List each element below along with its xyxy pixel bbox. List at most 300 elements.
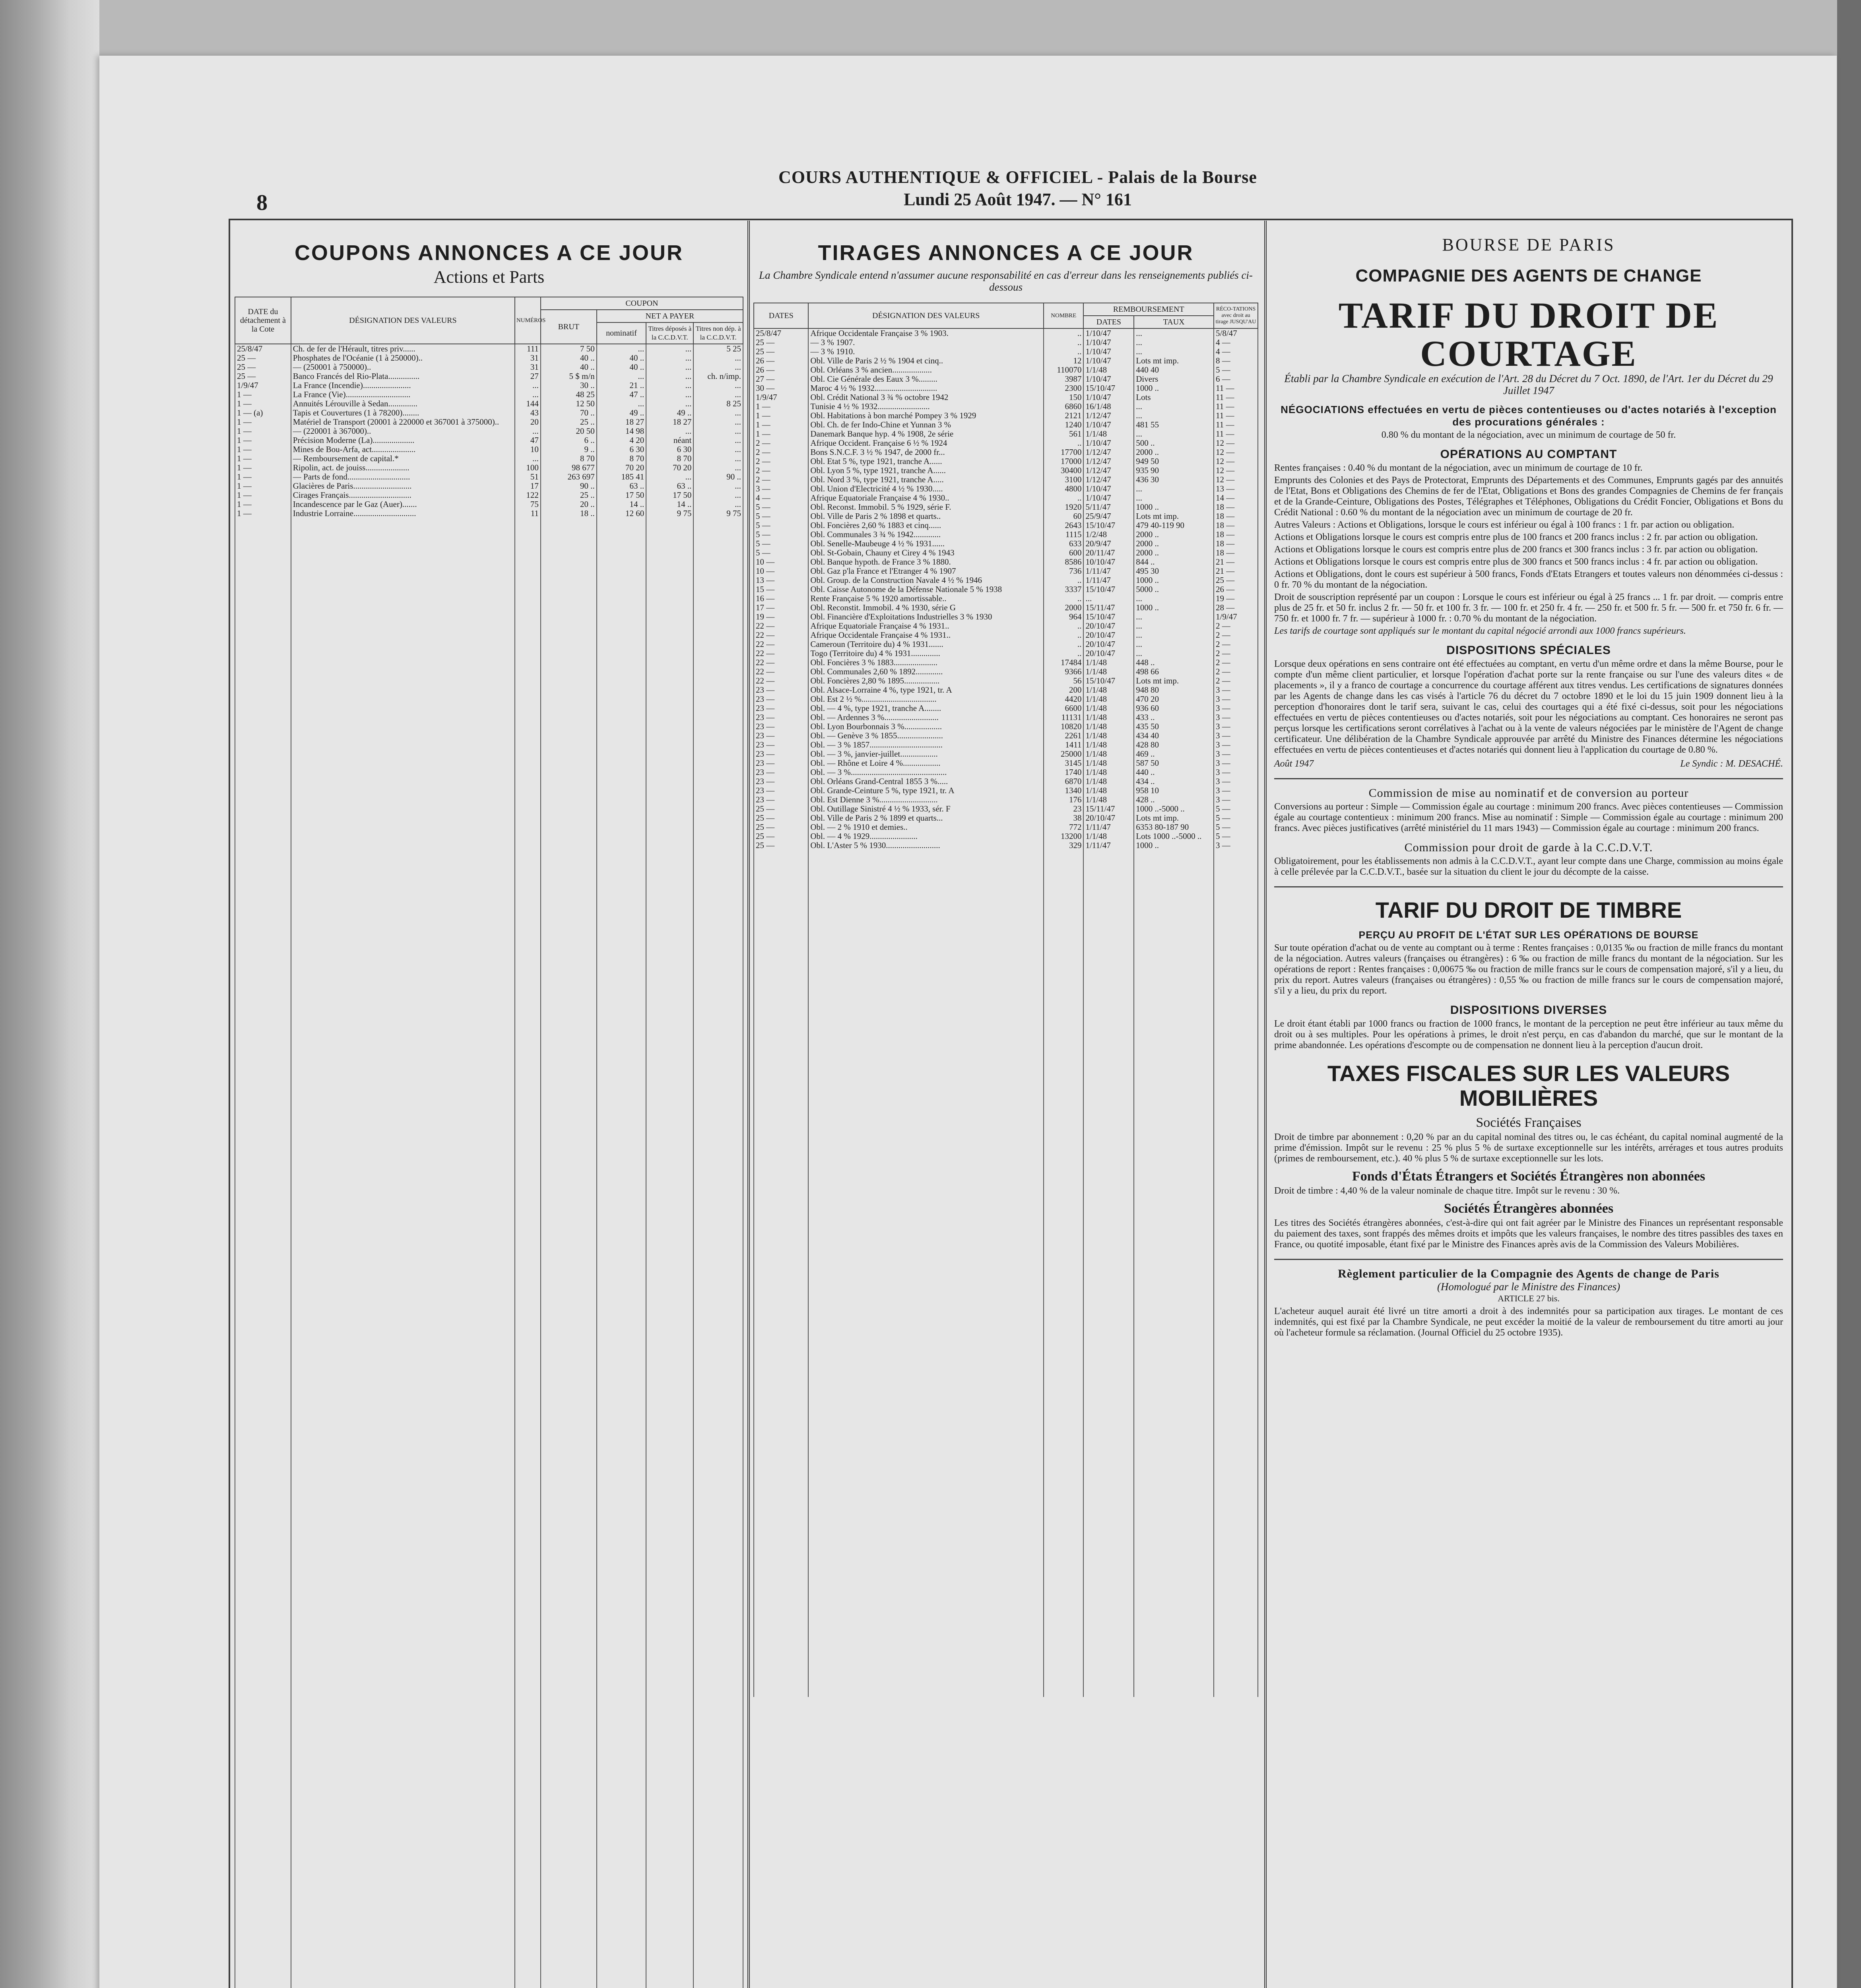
cell-reco: 1/9/47 [1214,612,1258,621]
cell-taux: Lots mt imp. [1134,356,1214,365]
cell-num: 31 [515,353,541,363]
cell-nb: 17000 [1044,457,1083,466]
cell-date: 1/9/47 [235,381,291,390]
cell-taux: ... [1134,594,1214,603]
tarif-column [1270,223,1787,1988]
souscription-text: Droit de souscription représenté par un coupon : Lorsque le cours est inférieur ou égal à 25 francs ... 1 fr. par droit. — compris entre plus de 25 fr. et 50 fr. inclus 2 fr. — 50 fr. et 100 fr. 3 fr. — 100 fr. et 250 fr. 4 fr. — 250 fr. et 500 fr. 5 fr. — 500 fr. et 750 fr. 6 fr. — 750 fr. et 1000 fr. 7 fr. — supérieur à 1000 fr. : 0.70 % du montant de la négociation. [1274,592,1783,624]
cell-name: Obl. Est Dienne 3 %............................ [808,795,1044,804]
cell-rdate: 20/10/47 [1083,640,1134,649]
cell-reco: 18 — [1214,503,1258,512]
cell-rdate: 1/10/47 [1083,484,1134,493]
cell-dep: 9 75 [646,509,693,518]
cell-rdate: 20/10/47 [1083,813,1134,823]
cell-reco: 3 — [1214,777,1258,786]
cell-name: Industrie Lorraine.............................. [291,509,515,518]
cell-date: 2 — [754,475,808,484]
cell-name: Obl. Banque hypoth. de France 3 % 1880. [808,557,1044,567]
cell-date: 5 — [754,503,808,512]
cell-nb: 10820 [1044,722,1083,731]
cell-date: 5 — [754,530,808,539]
cell-date: 1 — [754,402,808,411]
cell-reco: 11 — [1214,429,1258,439]
cell-nom: 40 .. [597,363,646,372]
cell-rdate: 1/12/47 [1083,448,1134,457]
cell-name: Togo (Territoire du) 4 % 1931.............. [808,649,1044,658]
cell-nb: .. [1044,621,1083,631]
cell-reco: 13 — [1214,484,1258,493]
cell-taux: Lots mt imp. [1134,512,1214,521]
cell-reco: 28 — [1214,603,1258,612]
cell-nondep: ... [693,363,743,372]
cell-date: 1 — [235,500,291,509]
cell-date: 1 — [235,454,291,463]
cell-nb: 23 [1044,804,1083,813]
cell-rdate: 1/10/47 [1083,393,1134,402]
cell-name: Obl. Group. de la Construction Navale 4 ½ % 1946 [808,576,1044,585]
cell-taux: 434 40 [1134,731,1214,740]
cell-taux: ... [1134,402,1214,411]
col-coupon: COUPON [541,297,743,310]
cell-reco: 11 — [1214,393,1258,402]
cell-nb: 25000 [1044,749,1083,759]
table-row [754,594,1258,603]
cell-nb: 6870 [1044,777,1083,786]
comptant-line: Actions et Obligations lorsque le cours est compris entre plus de 200 francs et 300 francs inclus : 3 fr. par action ou obligation. [1274,544,1758,555]
table-row [235,399,743,408]
cell-num: 27 [515,372,541,381]
cell-taux: ... [1134,347,1214,356]
cell-brut: 8 70 [541,454,597,463]
cell-nondep: ... [693,491,743,500]
cell-date: 1 — [235,472,291,481]
cell-name: Afrique Occidentale Française 3 % 1903. [808,328,1044,338]
cell-nom: 14 .. [597,500,646,509]
cell-date: 16 — [754,594,808,603]
cell-reco: 3 — [1214,759,1258,768]
cell-taux: ... [1134,328,1214,338]
table-row [754,512,1258,521]
cell-taux: 470 20 [1134,695,1214,704]
cell-taux: 435 50 [1134,722,1214,731]
cell-reco: 18 — [1214,521,1258,530]
cell-rdate: 15/10/47 [1083,612,1134,621]
cell-rdate: 1/10/47 [1083,375,1134,384]
table-row [754,448,1258,457]
cell-date: 23 — [754,759,808,768]
cell-rdate: 1/1/48 [1083,759,1134,768]
cell-name: Obl. — 3 %, janvier-juillet.................. [808,749,1044,759]
cell-name: Obl. Nord 3 %, type 1921, tranche A..... [808,475,1044,484]
table-filler [235,518,743,1988]
table-row [754,795,1258,804]
cell-reco: 3 — [1214,841,1258,850]
col-dates: DATES [754,303,808,328]
cell-rdate: 20/9/47 [1083,539,1134,548]
cell-date: 27 — [754,375,808,384]
taxes-etrangers-title: Fonds d'États Étrangers et Sociétés Étrangères non abonnées [1352,1169,1706,1184]
cell-num: 47 [515,436,541,445]
cell-name: Obl. Senelle-Maubeuge 4 ½ % 1931...... [808,539,1044,548]
cell-date: 2 — [754,466,808,475]
cell-nb: .. [1044,649,1083,658]
cell-date: 1 — [754,411,808,420]
cell-rdate: 1/10/47 [1083,493,1134,503]
cell-taux: 481 55 [1134,420,1214,429]
table-row [754,439,1258,448]
cell-rdate: 1/1/48 [1083,749,1134,759]
cell-reco: 21 — [1214,567,1258,576]
cell-brut: 20 .. [541,500,597,509]
table-row [754,676,1258,685]
cell-name: Afrique Equatoriale Française 4 % 1931.. [808,621,1044,631]
cell-taux: 2000 .. [1134,548,1214,557]
cell-nb: 176 [1044,795,1083,804]
cell-rdate: 1/11/47 [1083,567,1134,576]
cell-nb: 8586 [1044,557,1083,567]
cell-nb: 1115 [1044,530,1083,539]
scan-edge-left [0,0,99,1988]
masthead-title: COURS AUTHENTIQUE & OFFICIEL - Palais de la Bourse [778,167,1257,187]
cell-rdate: 1/12/47 [1083,457,1134,466]
negociations-text: 0.80 % du montant de la négociation, avec un minimum de courtage de 50 fr. [1381,430,1676,440]
col-recotations: RÉCO-TATIONS avec droit au tirage JUSQU'AU [1214,303,1258,328]
cell-reco: 12 — [1214,448,1258,457]
table-filler [754,850,1258,1697]
cell-date: 1 — [754,420,808,429]
cell-brut: 263 697 [541,472,597,481]
cell-nb: 772 [1044,823,1083,832]
cell-nom: 17 50 [597,491,646,500]
cell-date: 22 — [754,640,808,649]
cell-nb: 11131 [1044,713,1083,722]
cell-taux: 844 .. [1134,557,1214,567]
cell-rdate: 1/1/48 [1083,658,1134,667]
cell-dep: néant [646,436,693,445]
cell-taux: ... [1134,640,1214,649]
diverses-title: DISPOSITIONS DIVERSES [1450,1004,1607,1017]
table-row [235,472,743,481]
table-row [235,353,743,363]
cell-taux: 948 80 [1134,685,1214,695]
cell-taux: 935 90 [1134,466,1214,475]
cell-nb: 2121 [1044,411,1083,420]
table-row [754,740,1258,749]
table-row [754,375,1258,384]
cell-taux: ... [1134,493,1214,503]
cell-name: Obl. Grande-Ceinture 5 %, type 1921, tr. A [808,786,1044,795]
coupons-table [235,297,743,1988]
table-row [754,722,1258,731]
timbre-title: TARIF DU DROIT DE TIMBRE [1375,897,1682,922]
table-row [754,667,1258,676]
coupons-title: COUPONS ANNONCES A CE JOUR [294,241,684,265]
cell-name: Précision Moderne (La).................... [291,436,515,445]
commission-text: Conversions au porteur : Simple — Commission égale au courtage : minimum 200 francs. Avec pièces contentieuses — Commission égale au courtage contentieux : minimum 200 francs. Mise au nominatif : Simple — Commission égale au courtage : minimum 200 francs. Avec pièces justificatives (arrêté ministériel du 11 mars 1943) — Commission égale au courtage : minimum 200 francs. [1274,802,1783,833]
cell-num: 20 [515,417,541,427]
cell-date: 5 — [754,512,808,521]
column-divider [1264,221,1267,1988]
cell-nb: 4420 [1044,695,1083,704]
cell-nom: 4 20 [597,436,646,445]
taxes-francaises-text: Droit de timbre par abonnement : 0,20 % par an du capital nominal des titres ou, le cas échéant, du capital nominal augmenté de la prime d'émission. Impôt sur le revenu : 25 % plus 5 % de surtaxe exceptionnelle sur les intérêts, arrérages et tous autres produits (primes de remboursement, etc.). 40 % plus 5 % de surtaxe exceptionnelle sur les lots. [1274,1132,1783,1164]
table-row [754,759,1258,768]
cell-reco: 5 — [1214,832,1258,841]
table-row [754,695,1258,704]
cell-date: 26 — [754,356,808,365]
taxes-abonnees-text: Les titres des Sociétés étrangères abonnées, c'est-à-dire qui ont fait agréer par le Ministre des Finances un représentant responsable du paiement des taxes, sont frappés des mêmes droits et impôts que les valeurs françaises, le nombre des titres passibles des taxes en France, ou quotité imposable, étant fixé par le Ministre des Finances après avis de la Commission des Valeurs Mobilières. [1274,1218,1783,1250]
cell-rdate: 1/1/48 [1083,713,1134,722]
table-row [754,603,1258,612]
cell-nondep: ... [693,390,743,399]
cell-brut: 7 50 [541,344,597,353]
cell-nb: 600 [1044,548,1083,557]
cell-nb: 200 [1044,685,1083,695]
cell-reco: 5 — [1214,804,1258,813]
cell-name: Obl. Alsace-Lorraine 4 %, type 1921, tr. A [808,685,1044,695]
cell-date: 1 — [754,429,808,439]
cell-rdate: 1/1/48 [1083,832,1134,841]
cell-reco: 3 — [1214,722,1258,731]
cell-num: 43 [515,408,541,417]
cell-taux: 448 .. [1134,658,1214,667]
cell-name: Phosphates de l'Océanie (1 à 250000).. [291,353,515,363]
table-row [235,509,743,518]
cell-reco: 2 — [1214,667,1258,676]
cell-reco: 3 — [1214,713,1258,722]
table-row [754,557,1258,567]
cell-nom: 47 .. [597,390,646,399]
table-row [754,503,1258,512]
cell-nb: .. [1044,594,1083,603]
table-row [754,713,1258,722]
cell-rdate: 1/12/47 [1083,475,1134,484]
cell-date: 23 — [754,713,808,722]
cell-date: 25 — [754,813,808,823]
cell-dep: ... [646,381,693,390]
cell-rdate: 20/10/47 [1083,621,1134,631]
cell-brut: 25 .. [541,491,597,500]
cell-num: ... [515,381,541,390]
diverses-text: Le droit étant établi par 1000 francs ou fraction de 1000 francs, le montant de la perception ne peut être inférieur au taux même du droit ou à ses multiples. Pour les opérations à primes, le droit n'est perçu, en cas d'abandon du marché, que sur le montant de la prime abandonnée. Les opérations d'escompte ou de compensation ne donnent lieu à la perception d'aucun droit. [1274,1019,1783,1050]
cell-reco: 2 — [1214,631,1258,640]
cell-nom: 14 98 [597,427,646,436]
tirages-title: TIRAGES ANNONCES A CE JOUR [818,241,1194,265]
cell-num: 51 [515,472,541,481]
ccdvt-title: Commission pour droit de garde à la C.C.D.V.T. [1404,841,1653,854]
cell-brut: 40 .. [541,363,597,372]
cell-reco: 3 — [1214,704,1258,713]
cell-reco: 2 — [1214,658,1258,667]
cell-taux: 1000 .. [1134,503,1214,512]
cell-brut: 30 .. [541,381,597,390]
cell-nondep: ... [693,500,743,509]
cell-dep: ... [646,472,693,481]
cell-name: Matériel de Transport (20001 à 220000 et 367001 à 375000).. [291,417,515,427]
cell-rdate: 5/11/47 [1083,503,1134,512]
cell-taux: ... [1134,429,1214,439]
cell-reco: 3 — [1214,749,1258,759]
table-row [754,384,1258,393]
cell-date: 5 — [754,548,808,557]
cell-name: Obl. Cie Générale des Eaux 3 %......... [808,375,1044,384]
cell-rdate: 1/10/47 [1083,356,1134,365]
cell-nb: 964 [1044,612,1083,621]
cell-rdate: 1/10/47 [1083,347,1134,356]
col-brut: BRUT [541,310,597,344]
table-row [754,804,1258,813]
cell-rdate: 1/1/48 [1083,722,1134,731]
table-row [754,649,1258,658]
cell-brut: 20 50 [541,427,597,436]
cell-brut: 12 50 [541,399,597,408]
section-rule [1274,886,1783,887]
cell-date: 1 — [235,390,291,399]
cell-nb: 2300 [1044,384,1083,393]
cell-nondep: ... [693,408,743,417]
cell-nb: 6600 [1044,704,1083,713]
cell-date: 22 — [754,667,808,676]
table-row [235,381,743,390]
cell-date: 23 — [754,777,808,786]
cell-date: 25/8/47 [754,328,808,338]
cell-name: Obl. Reconstit. Immobil. 4 % 1930, série G [808,603,1044,612]
cell-dep: ... [646,344,693,353]
ccdvt-text: Obligatoirement, pour les établissements non admis à la C.C.D.V.T., ayant leur compte dans une Charge, commission au moins égale à celle prélevée par la C.C.D.V.T., basée sur la situation du client le jour du décompte de la caisse. [1274,856,1783,877]
cell-nb: 12 [1044,356,1083,365]
table-row [754,786,1258,795]
cell-name: Banco Francés del Rio-Plata............... [291,372,515,381]
cell-rdate: 1/12/47 [1083,466,1134,475]
cell-num: 100 [515,463,541,472]
table-row [754,484,1258,493]
table-row [754,328,1258,338]
table-row [235,372,743,381]
cell-rdate: 1/11/47 [1083,576,1134,585]
cell-reco: 19 — [1214,594,1258,603]
cell-date: 1 — [235,491,291,500]
negociations-title: NÉGOCIATIONS effectuées en vertu de pièces contentieuses ou d'actes notariés à l'exception des procurations générales : [1281,404,1777,428]
cell-nb: 633 [1044,539,1083,548]
cell-name: Danemark Banque hyp. 4 % 1908, 2e série [808,429,1044,439]
cell-nb: 3145 [1044,759,1083,768]
table-row [754,548,1258,557]
table-row [754,493,1258,503]
cell-reco: 5/8/47 [1214,328,1258,338]
table-row [754,612,1258,621]
table-row [754,420,1258,429]
cell-nom: 6 30 [597,445,646,454]
table-row [754,347,1258,356]
table-row [754,365,1258,375]
cell-nb: 17700 [1044,448,1083,457]
cell-name: Mines de Bou-Arfa, act..................... [291,445,515,454]
cell-num: 144 [515,399,541,408]
cell-reco: 14 — [1214,493,1258,503]
cell-date: 10 — [754,567,808,576]
cell-reco: 26 — [1214,585,1258,594]
col-net: NET A PAYER [597,310,743,322]
cell-date: 22 — [754,658,808,667]
col-date: DATE du détachement à la Cote [235,297,291,344]
cell-rdate: 15/11/47 [1083,804,1134,813]
cell-nondep: ... [693,381,743,390]
cell-reco: 8 — [1214,356,1258,365]
cell-reco: 3 — [1214,731,1258,740]
cell-name: Obl. — 4 % 1929....................... [808,832,1044,841]
cell-date: 23 — [754,685,808,695]
cell-taux: 440 .. [1134,768,1214,777]
table-row [754,576,1258,585]
cell-rdate: 15/11/47 [1083,603,1134,612]
col-non-deposes: Titres non dép. à la C.C.D.V.T. [693,322,743,344]
cell-reco: 11 — [1214,402,1258,411]
cell-taux: 1000 .. [1134,841,1214,850]
cell-rdate: 1/11/47 [1083,841,1134,850]
table-row [754,658,1258,667]
table-row [235,500,743,509]
cell-name: Afrique Occidentale Française 4 % 1931.. [808,631,1044,640]
cell-reco: 18 — [1214,512,1258,521]
cell-nom: ... [597,344,646,353]
cell-nom: 185 41 [597,472,646,481]
cell-date: 2 — [754,457,808,466]
cell-name: Obl. Ch. de fer Indo-Chine et Yunnan 3 % [808,420,1044,429]
cell-nb: 38 [1044,813,1083,823]
cell-name: Obl. Union d'Electricité 4 ½ % 1930..... [808,484,1044,493]
cell-dep: ... [646,372,693,381]
cell-name: Obl. — 2 % 1910 et demies.. [808,823,1044,832]
cell-taux: Lots mt imp. [1134,676,1214,685]
comptant-line: Actions et Obligations, dont le cours est supérieur à 500 francs, Fonds d'Etats Etrangers et toutes valeurs non dénommées ci-dessus : 0 fr. 70 % du montant de la négociation. [1274,569,1783,590]
cell-nb: 110070 [1044,365,1083,375]
cell-name: La France (Vie)............................... [291,390,515,399]
cell-taux: 587 50 [1134,759,1214,768]
cell-nb: 1740 [1044,768,1083,777]
table-row [754,731,1258,740]
cell-nondep: 5 25 [693,344,743,353]
cell-nb: 1240 [1044,420,1083,429]
cell-name: Obl. Ville de Paris 2 ½ % 1904 et cinq.. [808,356,1044,365]
tirages-note: La Chambre Syndicale entend n'assumer aucune responsabilité en cas d'erreur dans les renseignements publiés ci-dessous [759,269,1253,293]
timbre-subtitle: PERÇU AU PROFIT DE L'ÉTAT SUR LES OPÉRATIONS DE BOURSE [1358,930,1699,941]
cell-num: ... [515,454,541,463]
scan-edge-right [1837,0,1861,1988]
cell-name: Obl. Foncières 2,80 % 1895................. [808,676,1044,685]
comptant-line: Rentes françaises : 0.40 % du montant de la négociation, avec un minimum de courtage de 10 fr. [1274,463,1643,473]
cell-nb: .. [1044,328,1083,338]
cell-name: Obl. — Ardennes 3 %.......................... [808,713,1044,722]
cell-taux: 500 .. [1134,439,1214,448]
table-row [235,363,743,372]
table-row [754,832,1258,841]
cell-name: — (250001 à 750000).. [291,363,515,372]
cell-date: 25/8/47 [235,344,291,353]
cell-date: 1 — [235,445,291,454]
cell-rdate: 1/1/48 [1083,777,1134,786]
cell-name: Maroc 4 ½ % 1932.............................. [808,384,1044,393]
timbre-text: Sur toute opération d'achat ou de vente au comptant ou à terme : Rentes françaises : 0,0135 ‰ ou fraction de mille francs du montant de la négociation. Autres valeurs (françaises ou étrangères) : 6 ‰ ou fraction de mille francs du montant de la négociation. Sur les opérations de report : Rentes françaises : 0,00675 ‰ ou fraction de mille francs sur le cours de compensation majoré, s'il y a lieu, du prix du report. Autres valeurs (françaises ou étrangères) : 0,55 ‰ ou fraction de mille francs sur le cours de compensation majoré, s'il y a lieu, du prix du report. [1274,943,1783,996]
cell-date: 25 — [754,338,808,347]
cell-nb: .. [1044,338,1083,347]
cell-taux: ... [1134,631,1214,640]
cell-name: Obl. Outillage Sinistré 4 ½ % 1933, sér. F [808,804,1044,813]
cell-nb: 1411 [1044,740,1083,749]
cell-rdate: 1/1/48 [1083,768,1134,777]
cell-taux: ... [1134,612,1214,621]
tirages-column [753,223,1258,1988]
cell-date: 25 — [754,832,808,841]
cell-brut: 70 .. [541,408,597,417]
